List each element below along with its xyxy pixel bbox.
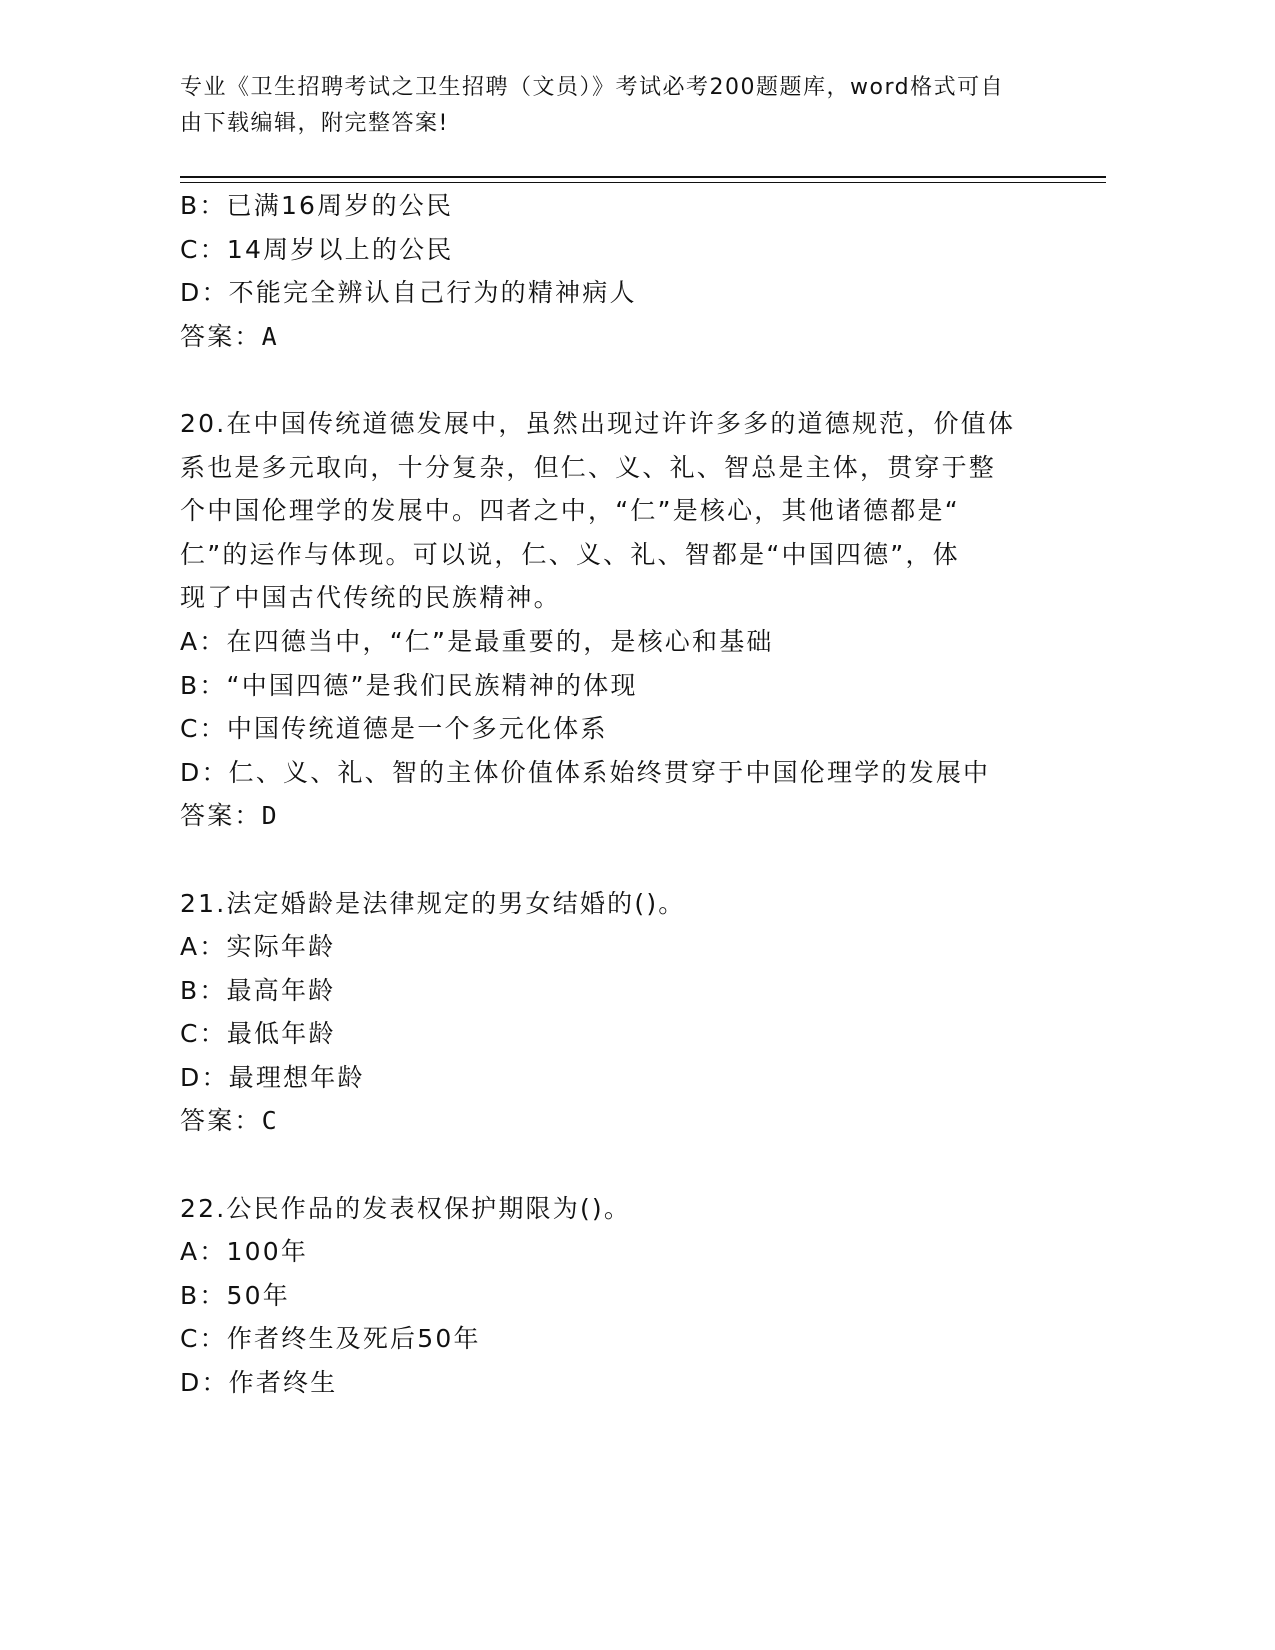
q19-option-b: B：已满16周岁的公民 — [180, 191, 454, 220]
q22-option-a: A：100年 — [180, 1237, 309, 1267]
q22-stem: 22.公民作品的发表权保护期限为()。 — [180, 1193, 632, 1223]
q19-option-d: D：不能完全辨认自己行为的精神病人 — [180, 278, 637, 308]
q20-stem-line-2: 系也是多元取向，十分复杂，但仁、义、礼、智总是主体，贯穿于整 — [180, 452, 997, 482]
q20-answer-label: 答案： — [180, 801, 262, 831]
q20-stem-line-1: 20.在中国传统道德发展中，虽然出现过许许多多的道德规范，价值体 — [180, 408, 1016, 438]
q19-answer — [180, 315, 1060, 359]
q22-option-b: B：50年 — [180, 1280, 290, 1310]
q20-stem-line-5: 现了中国古代传统的民族精神。 — [180, 583, 561, 613]
header-divider-thin — [180, 182, 1106, 183]
q21-answer — [180, 1099, 1060, 1143]
q20-option-d: D：仁、义、礼、智的主体价值体系始终贯穿于中国伦理学的发展中 — [180, 757, 991, 787]
q21-option-d: D：最理想年龄 — [180, 1062, 365, 1092]
q21-answer-label: 答案： — [180, 1106, 262, 1136]
q20-answer-value: D — [261, 801, 279, 831]
q22-option-c: C：作者终生及死后50年 — [180, 1324, 481, 1354]
q20-option-b: B：“中国四德”是我们民族精神的体现 — [180, 670, 638, 700]
q21-option-c: C：最低年龄 — [180, 1019, 336, 1049]
question-content — [180, 184, 1060, 1405]
q20-answer — [180, 794, 1060, 838]
q21-option-a: A：实际年龄 — [180, 932, 336, 962]
q20-stem-line-3: 个中国伦理学的发展中。四者之中，“仁”是核心，其他诸德都是“ — [180, 496, 960, 526]
q20-stem-line-4: 仁”的运作与体现。可以说，仁、义、礼、智都是“中国四德”，体 — [180, 539, 960, 569]
header-divider-thick — [180, 176, 1106, 178]
page-header — [180, 70, 1040, 142]
spacer — [180, 838, 1060, 882]
q21-option-b: B：最高年龄 — [180, 975, 336, 1005]
spacer — [180, 358, 1060, 402]
q21-answer-value: C — [261, 1106, 279, 1136]
q19-answer-label: 答案： — [180, 321, 262, 351]
spacer — [180, 1143, 1060, 1187]
header-line-2: 由下载编辑，附完整答案! — [180, 111, 449, 136]
q20-option-c: C：中国传统道德是一个多元化体系 — [180, 714, 608, 744]
q20-option-a: A：在四德当中，“仁”是最重要的，是核心和基础 — [180, 626, 774, 656]
q22-option-d: D：作者终生 — [180, 1368, 338, 1398]
q19-option-c: C：14周岁以上的公民 — [180, 234, 454, 264]
header-line-1: 专业《卫生招聘考试之卫生招聘（文员）》考试必考200题题库，word格式可自 — [180, 75, 1005, 100]
q19-answer-value: A — [261, 321, 279, 351]
q21-stem: 21.法定婚龄是法律规定的男女结婚的()。 — [180, 888, 686, 918]
